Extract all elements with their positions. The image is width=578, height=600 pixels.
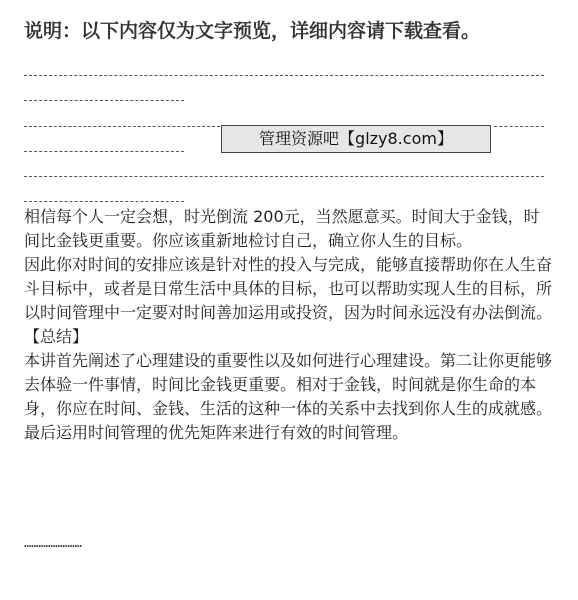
divider-line (24, 201, 184, 202)
divider-line (24, 176, 544, 177)
source-banner[interactable]: 管理资源吧【glzy8.com】 (221, 125, 491, 153)
document-body (24, 205, 554, 445)
ellipsis-marker: …………………… (24, 536, 82, 550)
divider-line (24, 151, 184, 152)
paragraph: 本讲首先阐述了心理建设的重要性以及如何进行心理建设。第二让你更能够去体验一件事情，时间比金钱更重要。相对于金钱，时间就是你生命的本身，你应在时间、金钱、生活的这种一体的关系中去找到你人生的成就感。最后运用时间管理的优先矩阵来进行有效的时间管理。 (24, 351, 553, 442)
divider-line (494, 126, 544, 127)
paragraph: 相信每个人一定会想，时光倒流 200元，当然愿意买。时间大于金钱，时间比金钱更重要。你应该重新地检讨自己，确立你人生的目标。 (24, 207, 540, 250)
paragraph: 因此你对时间的安排应该是针对性的投入与完成，能够直接帮助你在人生奋斗目标中，或者是日常生活中具体的目标，也可以帮助实现人生的目标，所以时间管理中一定要对时间善加运用或投资，因为时间永远没有办法倒流。 (24, 255, 553, 322)
divider-line (24, 100, 184, 101)
divider-line (24, 75, 544, 76)
divider-line (24, 126, 220, 127)
section-heading: 【总结】 (24, 327, 89, 346)
preview-notice: 说明：以下内容仅为文字预览，详细内容请下载查看。 (24, 20, 481, 42)
